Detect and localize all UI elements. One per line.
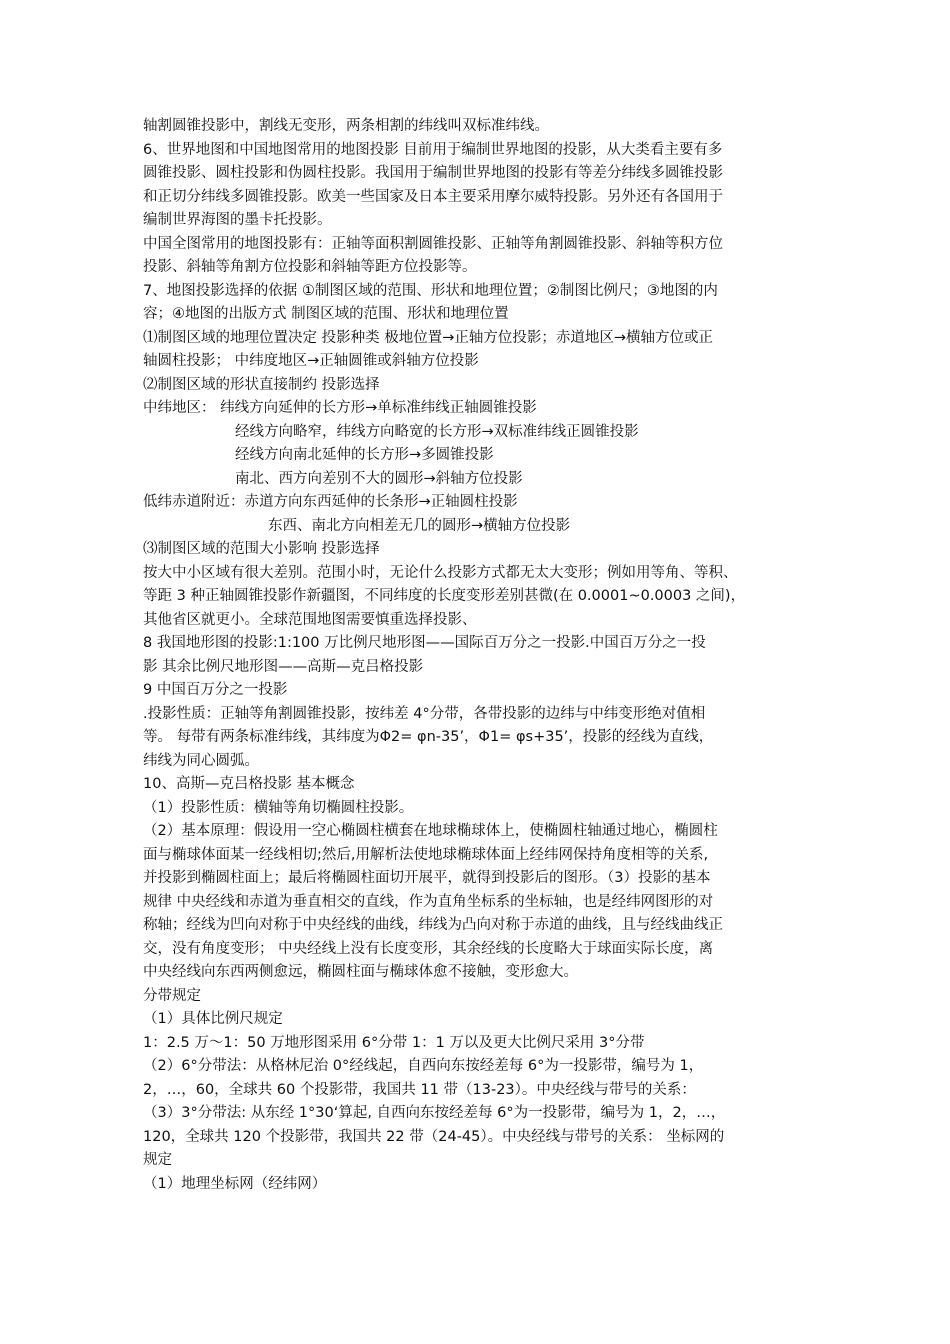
text-line: 其他省区就更小。全球范围地图需要慎重选择投影、 (143, 611, 477, 628)
text-line: ⑶制图区域的范围大小影响 投影选择 (143, 541, 380, 557)
text-line: 轴圆柱投影； 中纬度地区→正轴圆锥或斜轴方位投影 (143, 353, 479, 369)
text-line: 1：2.5 万～1：50 万地形图采用 6°分带 1：1 万以及更大比例尺采用 3°分带 (143, 1034, 645, 1051)
text-line: 等距 3 种正轴圆锥投影作新疆图，不同纬度的长度变形差别甚微(在 0.0001~0.0003 之间)， (143, 588, 746, 604)
text-line: 轴割圆锥投影中，割线无变形，两条相割的纬线叫双标准纬线。 (143, 118, 549, 134)
text-line: 2，…，60，全球共 60 个投影带，我国共 11 带（13-23）。中央经线与带号的关系： (143, 1081, 696, 1098)
text-line: 中纬地区： 纬线方向延伸的长方形→单标准纬线正轴圆锥投影 (143, 400, 537, 416)
text-line: 和正切分纬线多圆锥投影。欧美一些国家及日本主要采用摩尔威特投影。另外还有各国用于 (143, 188, 723, 205)
section-heading-10: 10、高斯—克吕格投影 基本概念 (143, 776, 355, 792)
text-line: （2）6°分带法：从格林尼治 0°经线起，自西向东按经差每 6°为一投影带，编号为 1， (143, 1058, 704, 1074)
text-line: 并投影到椭圆柱面上；最后将椭圆柱面切开展平，就得到投影后的图形。（3）投影的基本 (143, 870, 711, 886)
text-line: 编制世界海图的墨卡托投影。 (143, 212, 332, 228)
text-line: 影 其余比例尺地形图——高斯—克吕格投影 (143, 658, 424, 675)
text-line: 经线方向南北延伸的长方形→多圆锥投影 (235, 447, 494, 463)
section-heading-6: 6、世界地图和中国地图常用的地图投影 目前用于编制世界地图的投影，从大类看主要有多 (143, 141, 723, 158)
text-line: 交，没有角度变形； 中央经线上没有长度变形，其余经线的长度略大于球面实际长度，离 (143, 940, 714, 957)
text-line: ⑵制图区域的形状直接制约 投影选择 (143, 376, 380, 393)
text-line: 纬线为同心圆弧。 (143, 752, 259, 769)
section-heading-7: 7、地图投影选择的依据 ①制图区域的范围、形状和地理位置；②制图比例尺；③地图的内 (143, 282, 718, 299)
text-line: 等。 每带有两条标准纬线，其纬度为Φ2= φn-35’，Φ1= φs+35’，投影的经线为直线， (143, 729, 714, 745)
text-line: 面与椭球体面某一经线相切;然后,用解析法使地球椭球体面上经纬网保持角度相等的关系, (143, 846, 709, 863)
text-line: 投影、斜轴等角割方位投影和斜轴等距方位投影等。 (143, 259, 477, 275)
text-line: 圆锥投影、圆柱投影和伪圆柱投影。我国用于编制世界地图的投影有等差分纬线多圆锥投影 (143, 165, 723, 181)
text-line: （1）投影性质：横轴等角切椭圆柱投影。 (143, 799, 414, 816)
text-line: （1）具体比例尺规定 (143, 1011, 283, 1027)
text-line: 中央经线向东西两侧愈远，椭圆柱面与椭球体愈不接触，变形愈大。 (143, 964, 578, 980)
text-line: 规律 中央经线和赤道为垂直相交的直线，作为直角坐标系的坐标轴，也是经纬网图形的对 (143, 893, 714, 910)
section-heading-8: 8 我国地形图的投影:1:100 万比例尺地形图——国际百万分之一投影.中国百万分之一投 (143, 635, 706, 651)
text-line: 120，全球共 120 个投影带，我国共 22 带（24-45）。中央经线与带号的关系： 坐标网的 (143, 1128, 725, 1145)
text-line: 规定 (143, 1152, 172, 1168)
section-heading-9: 9 中国百万分之一投影 (143, 682, 288, 698)
text-line: ⑴制图区域的地理位置决定 投影种类 极地位置→正轴方位投影；赤道地区→横轴方位或正 (143, 329, 714, 346)
text-line: 东西、南北方向相差无几的圆形→横轴方位投影 (268, 517, 571, 534)
text-line: 南北、西方向差别不大的圆形→斜轴方位投影 (235, 470, 523, 487)
text-line: .投影性质：正轴等角割圆锥投影，按纬差 4°分带，各带投影的边纬与中纬变形绝对值相 (143, 705, 706, 722)
subheading-zone-rules: 分带规定 (143, 987, 201, 1004)
text-line: （2）基本原理：假设用一空心椭圆柱横套在地球椭球体上，使椭圆柱轴通过地心，椭圆柱 (143, 823, 718, 839)
text-line: （1）地理坐标网（经纬网） (143, 1175, 327, 1192)
text-line: 容；④地图的出版方式 制图区域的范围、形状和地理位置 (143, 306, 509, 322)
text-line: 中国全图常用的地图投影有：正轴等面积割圆锥投影、正轴等角割圆锥投影、斜轴等积方位 (143, 235, 723, 252)
text-line: 称轴；经线为凹向对称于中央经线的曲线，纬线为凸向对称于赤道的曲线，且与经线曲线正 (143, 917, 723, 933)
document-body (143, 115, 811, 1196)
text-line: （3）3°分带法: 从东经 1°30‘算起, 自西向东按经差每 6°为一投影带，编号为 1，2，…， (143, 1105, 726, 1121)
text-line: 按大中小区域有很大差别。范围小时，无论什么投影方式都无太大变形；例如用等角、等积、 (143, 564, 738, 581)
text-line: 经线方向略窄，纬线方向略宽的长方形→双标准纬线正圆锥投影 (235, 423, 639, 440)
text-line: 低纬赤道附近：赤道方向东西延伸的长条形→正轴圆柱投影 (143, 494, 518, 510)
